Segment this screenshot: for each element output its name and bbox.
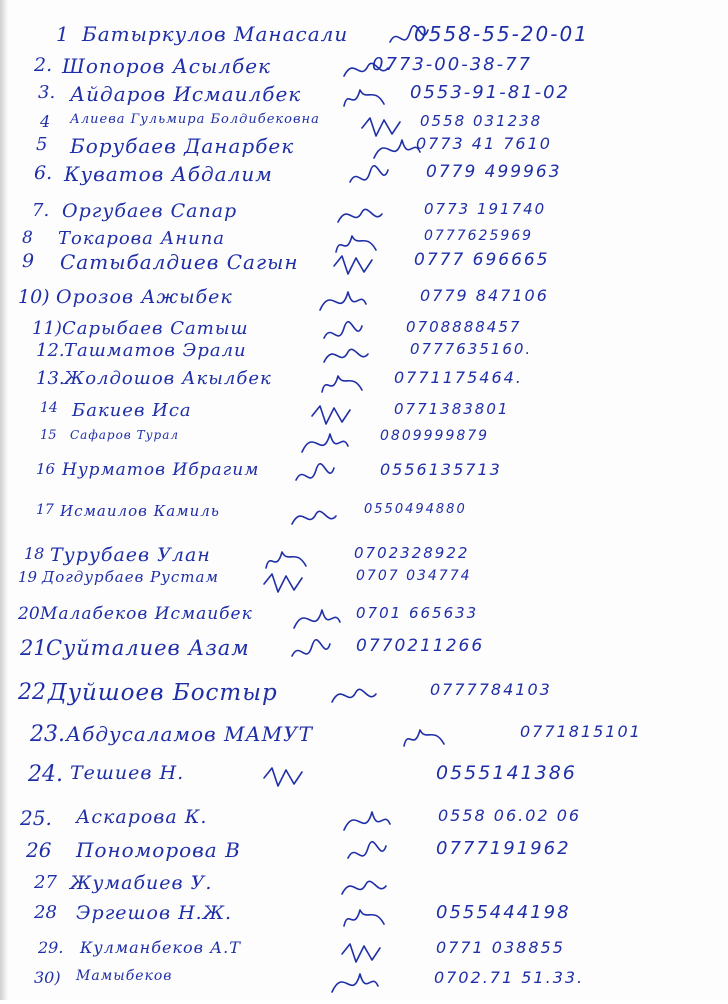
- entry-number: 3.: [38, 82, 56, 103]
- entry-name: Куватов Абдалим: [64, 162, 273, 186]
- entry-name: Сарыбаев Сатыш: [62, 318, 249, 339]
- entry-name: Алиева Гульмира Болдибековна: [70, 112, 320, 127]
- signature-scribble: [290, 502, 342, 534]
- signature-scribble: [340, 872, 392, 904]
- entry-phone: 0553-91-81-02: [410, 82, 571, 103]
- entry-row: [0, 680, 728, 716]
- entry-number: 15: [40, 428, 57, 443]
- entry-number: 24.: [28, 762, 63, 787]
- entry-phone: 0771815101: [520, 722, 642, 741]
- entry-name: Ташматов Эрали: [64, 340, 247, 361]
- entry-number: 29.: [38, 938, 64, 957]
- entry-phone: 0779 499963: [426, 162, 562, 182]
- entry-phone: 0773-00-38-77: [372, 54, 533, 75]
- entry-number: 28: [34, 902, 57, 923]
- entry-phone: 0770211266: [356, 636, 485, 656]
- entry-name: Догдурбаев Рустам: [42, 568, 219, 586]
- entry-row: [0, 838, 728, 874]
- entry-row: [0, 722, 728, 758]
- signature-scribble: [348, 162, 400, 194]
- entry-name: Жумабиев У.: [70, 872, 213, 894]
- entry-phone: 0702328922: [354, 544, 470, 562]
- entry-row: [0, 902, 728, 938]
- entry-phone: 0708888457: [406, 318, 522, 336]
- entry-name: Батыркулов Манасали: [82, 22, 349, 46]
- entry-name: Жолдошов Акылбек: [64, 368, 272, 389]
- entry-phone: 0773 41 7610: [416, 134, 552, 153]
- entry-name: Эргешов Н.Ж.: [76, 902, 233, 924]
- entry-row: [0, 286, 728, 322]
- entry-name: Орозов Ажыбек: [56, 286, 233, 308]
- entry-name: Дуйшоев Бостыр: [48, 680, 278, 706]
- signature-scribble: [340, 938, 392, 970]
- entry-name: Кулманбеков А.Т: [80, 938, 241, 957]
- entry-phone: 0777191962: [436, 838, 571, 859]
- entry-name: Суйталиев Азам: [46, 636, 250, 660]
- signature-scribble: [290, 636, 342, 668]
- entry-number: 16: [36, 460, 56, 478]
- entry-row: [0, 762, 728, 798]
- entry-phone: 0558 06.02 06: [438, 806, 582, 825]
- entry-number: 14: [40, 400, 58, 416]
- signature-scribble: [300, 428, 352, 460]
- entry-phone: 0777784103: [430, 680, 552, 699]
- entry-phone: 0773 191740: [424, 200, 547, 218]
- entry-phone: 0702.71 51.33.: [434, 968, 585, 987]
- entry-name: Малабеков Исмаибек: [40, 604, 253, 624]
- signature-scribble: [262, 568, 314, 600]
- entry-name: Борубаев Данарбек: [70, 134, 295, 158]
- entry-number: 13.: [36, 368, 65, 389]
- signature-scribble: [346, 838, 398, 870]
- entry-phone: 0555444198: [436, 902, 571, 923]
- entry-phone: 0550494880: [364, 502, 467, 517]
- entry-name: Нурматов Ибрагим: [62, 460, 260, 480]
- entry-number: 23.: [30, 722, 65, 747]
- entry-phone: 0771383801: [394, 400, 510, 418]
- entry-row: [0, 250, 728, 286]
- signature-scribble: [342, 806, 394, 838]
- entry-number: 30): [34, 968, 61, 987]
- entry-name: Бакиев Иса: [72, 400, 192, 421]
- entry-row: [0, 568, 728, 604]
- entry-name: Турубаев Улан: [50, 544, 211, 566]
- entry-phone: 0777635160.: [410, 340, 533, 358]
- entry-number: 25.: [20, 806, 52, 830]
- entry-number: 18: [24, 544, 45, 563]
- entry-name: Мамыбеков: [76, 968, 173, 984]
- entry-row: [0, 604, 728, 640]
- entry-phone: 0707 034774: [356, 568, 472, 584]
- entry-number: 8: [22, 228, 33, 248]
- entry-number: 5: [36, 134, 48, 155]
- signature-scribble: [318, 286, 370, 318]
- entry-phone: 0701 665633: [356, 604, 479, 622]
- signature-scribble: [340, 902, 392, 934]
- entry-name: Оргубаев Сапар: [62, 200, 238, 222]
- entry-name: Тешиев Н.: [70, 762, 185, 784]
- entry-name: Сафаров Турал: [70, 428, 180, 442]
- signature-scribble: [292, 604, 344, 636]
- entry-number: 12.: [36, 340, 65, 361]
- entry-number: 19: [18, 568, 38, 586]
- entry-phone: 0809999879: [380, 428, 490, 444]
- entry-phone: 0555141386: [436, 762, 577, 784]
- entry-name: Токарова Анипа: [58, 228, 226, 249]
- signature-scribble: [330, 680, 382, 712]
- entry-row: [0, 806, 728, 842]
- entry-phone: 0771175464.: [394, 368, 523, 387]
- entry-row: [0, 22, 728, 58]
- entry-row: [0, 460, 728, 496]
- entry-row: [0, 162, 728, 198]
- entry-number: 2.: [34, 54, 53, 76]
- entry-row: [0, 636, 728, 672]
- entry-name: Исмаилов Камиль: [60, 502, 220, 520]
- entry-number: 17: [36, 502, 54, 518]
- entry-number: 26: [26, 838, 52, 862]
- signature-scribble: [318, 368, 370, 400]
- entry-row: [0, 502, 728, 538]
- entry-phone: 0777 696665: [414, 250, 550, 270]
- entry-name: Пономорова В: [76, 838, 241, 862]
- entry-phone: 0777625969: [424, 228, 534, 244]
- entry-number: 20: [18, 604, 40, 624]
- signature-scribble: [330, 968, 382, 1000]
- entry-row: [0, 428, 728, 464]
- entry-number: 9: [22, 250, 35, 272]
- entry-phone: 0556135713: [380, 460, 502, 479]
- signature-scribble: [332, 250, 384, 282]
- entry-number: 7.: [32, 200, 50, 221]
- entry-phone: 0558-55-20-01: [414, 22, 589, 46]
- entry-name: Сатыбалдиев Сагын: [60, 250, 299, 274]
- entry-name: Айдаров Исмаилбек: [70, 82, 302, 106]
- entry-name: Аскарова К.: [76, 806, 208, 828]
- signature-scribble: [340, 82, 392, 114]
- entry-number: 10): [18, 286, 50, 308]
- entry-phone: 0779 847106: [420, 286, 549, 305]
- signature-scribble: [262, 762, 314, 794]
- entry-number: 4: [40, 112, 51, 131]
- signature-scribble: [400, 722, 452, 754]
- entry-row: [0, 968, 728, 1004]
- entry-phone: 0558 031238: [420, 112, 543, 130]
- entry-number: 22: [18, 680, 46, 705]
- entry-number: 6.: [34, 162, 53, 184]
- entry-name: Шопоров Асылбек: [62, 54, 271, 78]
- entry-name: Абдусаламов МАМУТ: [66, 722, 313, 746]
- entry-number: 27: [34, 872, 57, 893]
- entry-number: 1: [56, 22, 69, 46]
- entry-row: [0, 368, 728, 404]
- signature-scribble: [294, 460, 346, 492]
- entry-number: 11): [32, 318, 62, 339]
- entry-number: 21: [20, 636, 47, 660]
- entry-phone: 0771 038855: [436, 938, 565, 957]
